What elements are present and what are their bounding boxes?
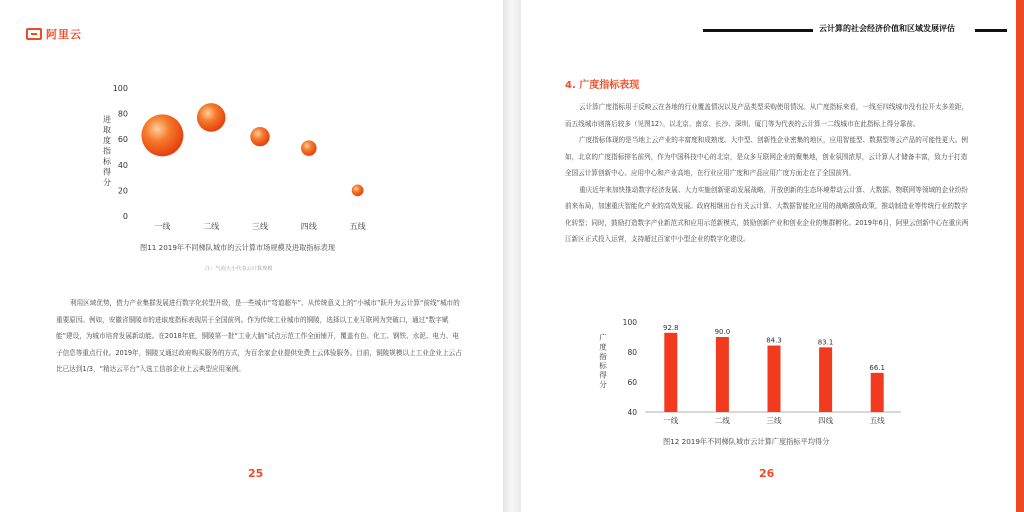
y-tick-label: 0 [122,212,128,221]
right-page [521,0,1024,512]
data-label: 84.3 [766,336,782,345]
y-tick-label: 80 [627,348,637,357]
left-paragraph: 利用区域优势，借力产业集群发展进行数字化转型升级，是一些城市“弯道超车”、从传统意义上的“小城市”跃升为云计算“前线”城市的重要原因。例如，安徽省铜陵市的进取度指标表现居于全国前列。作为传统工业城市的铜陵，选择以工业互联网为突破口，通过“数字赋能”建设，为城市培育发展新动能。在2018年底，铜陵第一批“工业大脑”试点示范工作全面铺开，覆盖有色、化工、钢铁、水泥、电力、电子信息等重点行业。2019年，铜陵又通过政府购买服务的方式，为百余家企业提供免费上云体验服务。目前，铜陵规模以上工业企业上云占比已达到1/3，“精达云平台”入选工信部企业上云典型应用案例。 [56,299,462,373]
y-axis-label: 进取度指标得分 [103,115,111,187]
header-rule-left [703,29,813,32]
y-tick-label: 100 [622,318,637,327]
x-tick-label: 四线 [300,222,317,231]
bubble-一线 [141,114,183,156]
chart-caption-11: 图11 2019年不同梯队城市的云计算市场规模及进取指标表现 [140,243,336,252]
section-title: 4. 广度指标表现 [565,80,640,91]
bar-二线 [716,337,729,412]
bar-chart [581,314,901,432]
bubble-chart [90,78,390,238]
bar-三线 [768,346,781,412]
x-tick-label: 一线 [154,222,171,231]
y-tick-label: 40 [117,160,128,170]
chart-source-note: 注：气泡大小代表云计算规模 [205,266,273,272]
left-page [0,0,503,512]
data-label: 83.1 [817,338,834,347]
edge-accent-bar [1016,0,1024,512]
bubble-四线 [301,140,317,156]
header-rule-right [975,29,1007,32]
y-tick-label: 20 [117,186,128,196]
right-paragraph-3: 重庆近年来加快推动数字经济发展、大力实施创新驱动发展战略，开放创新的生态环境带动云计算、大数据、物联网等领域的企业纷纷前来布局，加速重庆智能化产业的高效发展。政府相继出台有关云计算、大数据智能化应用的战略激励政策，推动制造业等传统行业的数字化转型；同时，鼓励打造数字产业新范式和应用示范新模式，鼓励创新产业和创业企业的集群孵化。2019年6月，阿里云创新中心在重庆两江新区正式投入运营，支持超过百家中小型企业的数字化建设。 [565,185,969,243]
y-tick-label: 60 [117,135,128,145]
y-axis-label: 广度指标得分 [599,333,607,389]
x-tick-label: 五线 [869,416,885,425]
left-body-text [56,295,464,378]
right-paragraph-1: 云计算广度指标用于反映云在各地的行业覆盖情况以及产品类型采购使用情况。从广度指标来看，一线至四线城市没有拉开太多差距，而五线城市则落后较多（见图12）。以北京、南京、长沙、深圳、厦门等为代表的云计算一二线城市在此指标上得分靠前。 [565,103,969,128]
right-paragraph-2: 广度指标体现的是当地上云产业的丰富度和成熟度。大中型、创新性企业密集的地区，应用智能型、数据型等云产品的可能性更大。例如，北京的广度指标排名前列，作为中国科技中心的北京，是众多互联网企业的聚集地，创业氛围浓厚，云计算人才储备丰富，致力于打造全国云计算创新中心、应用中心和产业高地，在行业应用广度和产品应用广度方面走在了全国前列。 [565,136,969,177]
bar-一线 [664,333,677,412]
data-label: 92.8 [663,323,679,332]
x-tick-label: 二线 [714,416,730,425]
header-title: 云计算的社会经济价值和区域发展评估 [819,24,955,33]
bar-四线 [819,347,832,412]
aliyun-logo-icon [26,28,42,40]
bubble-三线 [250,127,269,146]
y-tick-label: 100 [112,84,128,93]
right-body-text [565,99,973,248]
bubble-五线 [352,185,364,197]
y-tick-label: 80 [117,109,128,119]
x-tick-label: 三线 [252,222,268,231]
page-number-right: 26 [759,467,775,480]
logo [26,26,82,42]
x-tick-label: 一线 [663,416,679,425]
chart-caption-12: 图12 2019年不同梯队城市云计算广度指标平均得分 [663,437,830,446]
data-label: 90.0 [714,328,731,336]
x-tick-label: 三线 [766,416,782,425]
y-tick-label: 60 [627,378,637,387]
data-label: 66.1 [869,363,885,372]
bubble-二线 [197,103,226,132]
y-tick-label: 40 [627,408,637,417]
x-tick-label: 二线 [203,222,220,231]
logo-text: 阿里云 [46,28,82,41]
bar-五线 [871,373,884,412]
x-tick-label: 四线 [818,416,834,425]
x-tick-label: 五线 [349,222,366,231]
page-number-left: 25 [248,467,264,480]
book-gutter [503,0,521,512]
